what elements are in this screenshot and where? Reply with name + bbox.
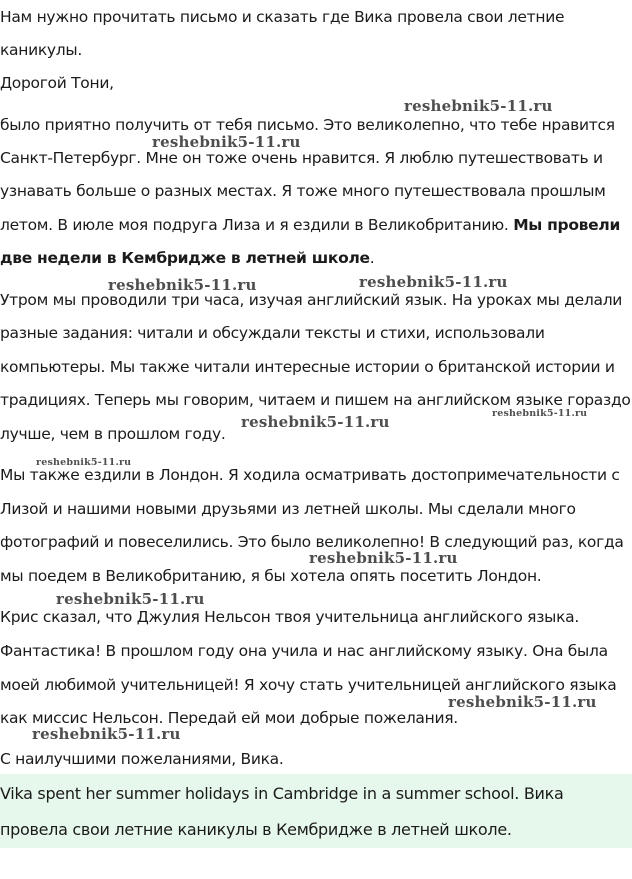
answer-highlight: две недели в Кембридже в летней школе (0, 249, 370, 267)
watermark: reshebnik5-11.ru (492, 408, 588, 419)
letter-greeting: Дорогой Тони, (0, 74, 114, 92)
watermark: reshebnik5-11.ru (56, 590, 205, 608)
watermark: reshebnik5-11.ru (309, 549, 458, 567)
watermark: reshebnik5-11.ru (32, 725, 181, 743)
letter-p1-line: было приятно получить от тебя письмо. Это великолепно, что тебе нравится (0, 116, 615, 134)
letter-p4-line: как миссис Нельсон. Передай ей мои добрые пожелания. (0, 709, 458, 727)
letter-p1-line (0, 216, 620, 234)
letter-p4-line: Фантастика! В прошлом году она учила и нас английскому языку. Она была (0, 642, 608, 660)
watermark: reshebnik5-11.ru (108, 276, 257, 294)
watermark: reshebnik5-11.ru (359, 273, 508, 291)
letter-p1-end: . (369, 249, 375, 267)
letter-p2-line: разные задания: читали и обсуждали тексты и стихи, использовали (0, 324, 545, 342)
watermark: reshebnik5-11.ru (152, 133, 301, 151)
letter-p2-line: компьютеры. Мы также читали интересные истории о британской истории и (0, 358, 615, 376)
task-line-1: Нам нужно прочитать письмо и сказать где Вика провела свои летние (0, 8, 565, 26)
watermark: reshebnik5-11.ru (404, 97, 553, 115)
letter-closing: С наилучшими пожеланиями, Вика. (0, 750, 284, 768)
letter-p1-line (0, 249, 374, 267)
answer-line: Vika spent her summer holidays in Cambridge in a summer school. Вика (0, 784, 564, 803)
watermark: reshebnik5-11.ru (448, 693, 597, 711)
answer-highlight: Мы провели (513, 216, 621, 234)
letter-p1-line: Санкт-Петербург. Мне он тоже очень нравится. Я люблю путешествовать и (0, 149, 603, 167)
letter-p3-line: мы поедем в Великобританию, я бы хотела опять посетить Лондон. (0, 567, 542, 585)
letter-p1-line: узнавать больше о разных местах. Я тоже много путешествовала прошлым (0, 182, 606, 200)
letter-p4-line: Крис сказал, что Джулия Нельсон твоя учительница английского языка. (0, 608, 579, 626)
answer-line: провела свои летние каникулы в Кембридже в летней школе. (0, 820, 512, 839)
task-line-2: каникулы. (0, 41, 82, 59)
watermark: reshebnik5-11.ru (241, 413, 390, 431)
letter-p1-text: летом. В июле моя подруга Лиза и я ездили в Великобританию. (0, 216, 514, 234)
letter-p2-line: лучше, чем в прошлом году. (0, 425, 226, 443)
letter-p4-line: моей любимой учительницей! Я хочу стать учительницей английского языка (0, 676, 617, 694)
watermark: reshebnik5-11.ru (36, 457, 132, 468)
letter-p3-line: фотографий и повеселились. Это было великолепно! В следующий раз, когда (0, 533, 624, 551)
letter-p2-line: Утром мы проводили три часа, изучая английский язык. На уроках мы делали (0, 291, 623, 309)
letter-p3-line: Мы также ездили в Лондон. Я ходила осматривать достопримечательности с (0, 466, 620, 484)
letter-p3-line: Лизой и нашими новыми друзьями из летней школы. Мы сделали много (0, 500, 576, 518)
letter-p2-line: традициях. Теперь мы говорим, читаем и пишем на английском языке гораздо (0, 391, 631, 409)
